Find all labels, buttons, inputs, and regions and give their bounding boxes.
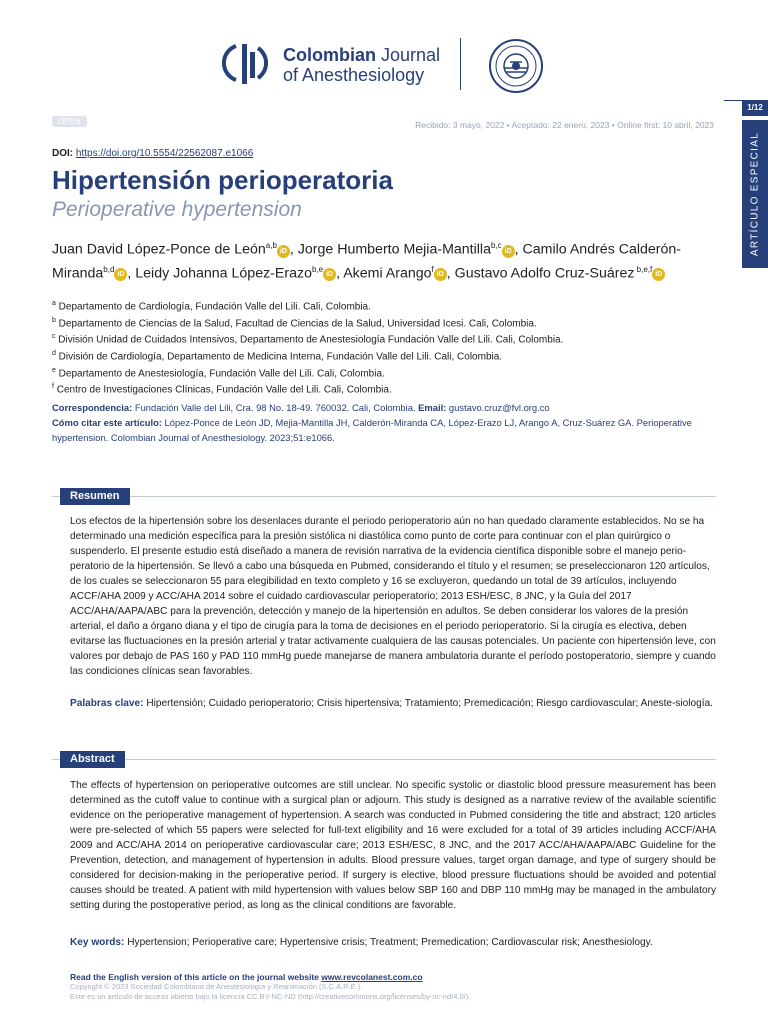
abstract-rule [52, 759, 716, 760]
footer-english-text: Read the English version of this article on the journal website [70, 972, 322, 982]
affiliation-item [52, 347, 563, 364]
orcid-icon[interactable]: iD [652, 268, 665, 281]
affiliation-sup: f [52, 383, 54, 391]
footer-english-note [70, 972, 470, 982]
correspondence-label: Correspondencia: [52, 402, 133, 413]
resumen-keywords-label: Palabras clave: [70, 698, 144, 709]
journal-logo-icon [222, 38, 268, 88]
article-type-label: ARTÍCULO ESPECIAL [749, 131, 761, 257]
footer-license: Este es un artículo de acceso abierto bajo la licencia CC BY-NC-ND (http://creativecommons.org/licenses/by-nc-nd/4.0/). [70, 992, 471, 1001]
abstract-heading: Abstract [60, 751, 125, 768]
doi-label: DOI: [52, 148, 74, 159]
affiliation-item [52, 314, 563, 331]
correspondence-address: Fundación Valle del Lili, Cra. 98 No. 18-49. 760032. Cali, Colombia. [132, 402, 419, 413]
open-access-badge: OPEN [52, 116, 87, 127]
email-label: Email: [418, 402, 447, 413]
doi [52, 148, 253, 159]
abstract-keywords-text: Hypertension; Perioperative care; Hypertensive crisis; Treatment; Premedication; Cardiovascular risk; Anesthesiology. [124, 937, 653, 948]
affiliation-sup: d [52, 349, 56, 357]
affiliation-sup: e [52, 366, 56, 374]
abstract-text: The effects of hypertension on perioperative outcomes are still unclear. No specific systolic or diastolic blood pressure measurement has been determined as the cutoff value to continue with a surgical plan or adjourn. This study is designed as a narrative review of the available scientific evidence on the perioperative management of hypertension. A search was conducted in Pubmed considering the title and abstract; 120 articles were pre-selected of which 55 papers were selected for full-text eligibility and 16 were excluded for a total of 39 articles including ACCF/AHA 2009 and ACC/AHA 2014 on perioperative cardiovascular care; 2013 ESH/ESC, 8 JNC, and the 2017 ACC/AHA/AAPA/ABC Guideline for the Prevention, detection, and management of hypertension in adults. Blood pressure values, target organ damage, and type of surgery should be considered for decision-making in the perioperative period. If surgery is elective, blood pressure fluctuations should be avoided and potential causes should be treated. A patient with mild hypertension with values below SBP 160 and DBP 110 mmHg may be managed in the ambulatory setting during the postoperative period, as long as the clinical conditions are favorable. [70, 780, 716, 911]
author-name: Leidy Johanna López-Erazo [135, 265, 312, 282]
doi-link[interactable]: https://doi.org/10.5554/22562087.e1066 [75, 148, 254, 159]
article-dates: Recibido: 3 mayo, 2022 • Aceptado: 22 enero, 2023 • Online first: 10 abril, 2023 [415, 120, 714, 130]
society-seal-icon [488, 38, 544, 94]
article-subtitle: Perioperative hypertension [52, 198, 302, 221]
footer-copyright: Copyright © 2023 Sociedad Colombiana de Anestesiología y Reanimación (S.C.A.R.E.). [70, 982, 363, 991]
orcid-icon[interactable]: iD [323, 268, 336, 281]
affiliation-sup: a [52, 300, 56, 307]
resumen-keywords [70, 696, 716, 712]
orcid-icon[interactable]: iD [434, 268, 447, 281]
email-link[interactable]: gustavo.cruz@fvl.org.co [446, 402, 550, 413]
affiliation-item [52, 364, 563, 381]
article-title: Hipertensión perioperatoria [52, 165, 393, 195]
correspondence [52, 400, 722, 445]
author-name: Juan David López-Ponce de León [52, 241, 266, 258]
author-name: Camilo Andrés Calderón-Miranda [52, 241, 682, 282]
affiliation-sup: b [52, 316, 56, 324]
side-line [724, 100, 742, 101]
affiliation-text: Departamento de Cardiología, Fundación Valle del Lili. Cali, Colombia. [55, 301, 371, 313]
author-name: Gustavo Adolfo Cruz-Suárez [454, 265, 635, 282]
author-name: Akemi Arango [343, 265, 432, 282]
affiliation-item [52, 330, 563, 347]
orcid-icon[interactable]: iD [277, 245, 290, 258]
resumen-rule [52, 496, 716, 497]
affiliation-text: Departamento de Anestesiología, Fundación Valle del Lili. Cali, Colombia. [55, 367, 385, 379]
resumen-heading: Resumen [60, 488, 130, 505]
journal-website-link[interactable]: www.revcolanest.com.co [321, 972, 423, 982]
affiliation-text: División de Cardiología, Departamento de Medicina Interna, Fundación Valle del Lili. Cali, Colombia. [55, 351, 503, 363]
author-list: Juan David López-Ponce de León$^{a,b}$iD , Jorge Humberto Mejia-Mantilla$^{b,c}$iD , Camilo Andrés Calderón-Miranda$^{b,d}$iD , Leidy Johanna López-Erazo$^{b,e}$iD , Akemi Arango$^f$iD , Gustavo Adolfo Cruz-Suárez $^{b,e,f}$iD [52, 241, 682, 282]
journal-name-line2: of Anesthesiology [283, 65, 425, 85]
resumen-keywords-text: Hipertensión; Cuidado perioperatorio; Crisis hipertensiva; Tratamiento; Premedicación; Riesgo cardiovascular; Aneste-siología. [143, 698, 713, 709]
journal-name [283, 45, 440, 85]
affiliation-text: Centro de Investigaciones Clínicas, Fundación Valle del Lili. Cali, Colombia. [53, 384, 392, 396]
cite-text: López-Ponce de León JD, Mejia-Mantilla JH, Calderón-Miranda CA, López-Erazo LJ, Arango A, Cruz-Suárez GA. Perioperative hypertension. Colombian Journal of Anesthesiology. 2023;51:e1066. [52, 417, 692, 443]
author-name: Jorge Humberto Mejia-Mantilla [297, 241, 491, 258]
cite-label: Cómo citar este artículo: [52, 417, 162, 428]
page-indicator: 1/12 [742, 100, 768, 116]
resumen-text: Los efectos de la hipertensión sobre los desenlaces durante el periodo perioperatorio aún no han quedado claramente establecidos. No se ha determinado una medición específica para la presión sistólica ni diastólica como punto de corte para continuar con el plan quirúrgico o suspenderlo. El presente estudio está diseñado a manera de revisión narrativa de la evidencia científica disponible sobre el manejo perio-peratorio de la hipertensión. Se llevó a cabo una búsqueda en Pubmed, considerando el título y el resumen; se preseleccionaron 120 artículos, de los cuales se seleccionaron 55 para elegibilidad en texto completo y 16 se excluyeron, quedando un total de 39 artículos, incluyendo ACCF/AHA 2009 y ACC/AHA 2014 sobre el cuidado cardiovascular perioperatorio; 2013 ESH/ESC, 8 JNC, y la Guía del 2017 ACC/AHA/AAPA/ABC para la prevención, detección y manejo de la hipertensión en adultos. Se deben considerar los valores de la presión arterial, el daño a órgano diana y el tipo de cirugía para la toma de decisiones en el periodo perioperatorio. Si la cirugía es electiva, deben evitarse las fluctuaciones en la presión arterial y tratar activamente cualquiera de las causas potenciales. Un paciente con hipertensión leve, con valores por debajo de PAS 160 y PAD 110 mmHg puede manejarse de manera ambulatoria durante el período postoperatorio, siempre y cuando las condiciones clínicas sean favorables. [70, 516, 716, 677]
orcid-icon[interactable]: iD [114, 268, 127, 281]
article-type-tab [742, 120, 768, 268]
affiliation-item [52, 380, 563, 397]
author-affiliation-sup: b,e [311, 264, 324, 274]
affiliation-text: Departamento de Ciencias de la Salud, Facultad de Ciencias de la Salud, Universidad Icesi. Cali, Colombia. [55, 317, 537, 329]
journal-name-bold: Colombian [283, 45, 376, 65]
author-affiliation-sup: b,e,f [634, 264, 653, 274]
affiliation-sup: c [52, 333, 56, 341]
author-affiliation-sup: b,c [490, 241, 502, 250]
affiliation-item [52, 297, 563, 314]
abstract-keywords [70, 935, 716, 951]
footer [70, 972, 470, 1002]
author-affiliation-sup: a,b [265, 241, 277, 250]
abstract-keywords-label: Key words: [70, 937, 125, 948]
author-affiliation-sup: b,d [103, 264, 115, 274]
author-affiliation-sup: f [431, 264, 434, 274]
affiliations [52, 297, 563, 397]
journal-name-rest: Journal [376, 45, 441, 65]
header-divider [460, 38, 461, 90]
orcid-icon[interactable]: iD [502, 245, 515, 258]
affiliation-text: División Unidad de Cuidados Intensivos, Departamento de Anestesiología Fundación Valle del Lili. Cali, Colombia. [55, 334, 564, 346]
